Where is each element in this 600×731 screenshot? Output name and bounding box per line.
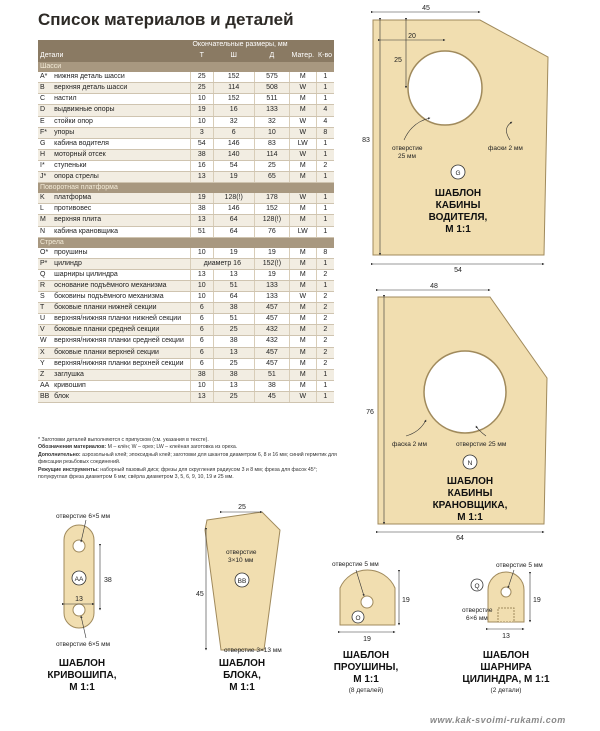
bb-dim-h: 45 xyxy=(196,591,204,598)
table-cell: платформа xyxy=(52,193,190,204)
table-cell: 10 xyxy=(190,292,213,303)
table-cell: 508 xyxy=(254,83,289,94)
o-letter-badge: O xyxy=(355,615,361,622)
table-cell: 13 xyxy=(213,269,254,280)
n-title-3: КРАНОВЩИКА, xyxy=(432,500,508,511)
table-cell: 128(!) xyxy=(254,215,289,226)
o-title-3: М 1:1 xyxy=(353,674,379,685)
o-dim-w: 19 xyxy=(363,636,371,643)
table-cell: 1 xyxy=(316,149,334,160)
table-cell: W xyxy=(38,336,52,347)
table-cell: 38 xyxy=(213,336,254,347)
table-cell: M xyxy=(290,303,317,314)
table-cell: 38 xyxy=(213,303,254,314)
q-groove-1: отверстие xyxy=(462,607,493,614)
table-cell: M xyxy=(290,204,317,215)
table-cell: 64 xyxy=(213,226,254,237)
table-cell: 1 xyxy=(316,280,334,291)
table-cell: 64 xyxy=(213,292,254,303)
table-cell: диаметр 16 xyxy=(190,258,254,269)
table-cell: M xyxy=(290,347,317,358)
aa-title-2: КРИВОШИПА, xyxy=(47,670,117,681)
page-title: Список материалов и деталей xyxy=(38,10,294,29)
table-cell: B xyxy=(38,83,52,94)
table-cell: U xyxy=(38,314,52,325)
table-cell: 511 xyxy=(254,94,289,105)
n-dim-top: 48 xyxy=(430,283,438,290)
table-cell: 4 xyxy=(316,105,334,116)
aa-dim-h: 38 xyxy=(104,577,112,584)
table-cell: M xyxy=(290,72,317,83)
table-cell: 10 xyxy=(190,280,213,291)
n-chamfer-note: фаска 2 мм xyxy=(392,441,427,448)
table-cell: M xyxy=(290,358,317,369)
table-cell: 146 xyxy=(213,204,254,215)
table-cell: 1 xyxy=(316,215,334,226)
table-cell: 13 xyxy=(213,380,254,391)
table-cell: заглушка xyxy=(52,369,190,380)
n-title-4: М 1:1 xyxy=(457,512,483,523)
table-cell: кабина крановщика xyxy=(52,226,190,237)
table-cell: 432 xyxy=(254,336,289,347)
table-cell: N xyxy=(38,226,52,237)
q-hole-note: отверстие 5 мм xyxy=(496,562,543,569)
column-header: Т xyxy=(190,50,213,62)
table-cell: 25 xyxy=(213,358,254,369)
table-cell: боковины подъёмного механизма xyxy=(52,292,190,303)
table-cell: боковые планки нижней секции xyxy=(52,303,190,314)
table-cell: 146 xyxy=(213,138,254,149)
g-dim-h: 83 xyxy=(362,137,370,144)
table-cell: H xyxy=(38,149,52,160)
table-cell: 432 xyxy=(254,325,289,336)
g-chamfer-note: фаски 2 мм xyxy=(488,145,523,152)
table-cell: 38 xyxy=(254,380,289,391)
note-extra: Дополнительно: аэрозольный клей; эпоксидный клей; заготовки для шкантов диаметром 6, 8 и 16 мм; синий герметик для фиксации резьбовых соединений. xyxy=(38,451,337,466)
table-cell: 1 xyxy=(316,138,334,149)
column-header: Детали xyxy=(38,50,190,62)
table-cell: M xyxy=(290,369,317,380)
table-cell: 38 xyxy=(190,369,213,380)
table-cell: Q xyxy=(38,269,52,280)
bb-hole-1: отверстие xyxy=(226,549,257,556)
template-n xyxy=(366,283,547,542)
table-cell: M xyxy=(38,215,52,226)
table-cell: X xyxy=(38,347,52,358)
table-cell: BB xyxy=(38,391,52,402)
g-dim-hole-x: 20 xyxy=(408,33,416,40)
table-cell: M xyxy=(290,94,317,105)
n-dim-h: 76 xyxy=(366,409,374,416)
table-cell: 51 xyxy=(190,226,213,237)
table-cell: 6 xyxy=(190,314,213,325)
table-cell: 6 xyxy=(213,127,254,138)
table-cell: 4 xyxy=(316,116,334,127)
column-header: Матер. xyxy=(290,50,317,62)
table-cell: 25 xyxy=(213,325,254,336)
o-qty: (8 деталей) xyxy=(348,687,384,694)
table-cell: 32 xyxy=(213,116,254,127)
table-cell: 13 xyxy=(190,391,213,402)
note-materials: Обозначения материалов: M – клён; W – орех; LW – клеёная заготовка из ореха. xyxy=(38,444,238,451)
table-cell: цилиндр xyxy=(52,258,190,269)
table-cell: Y xyxy=(38,358,52,369)
q-letter-badge: Q xyxy=(474,583,480,590)
table-cell: 2 xyxy=(316,292,334,303)
table-cell: 51 xyxy=(213,314,254,325)
table-cell: W xyxy=(290,292,317,303)
site-footer: www.kak-svoimi-rukami.com xyxy=(430,715,566,725)
o-dim-h: 19 xyxy=(402,597,410,604)
table-cell: 25 xyxy=(190,72,213,83)
table-cell: боковые планки средней секции xyxy=(52,325,190,336)
table-cell: M xyxy=(290,325,317,336)
table-cell: E xyxy=(38,116,52,127)
table-cell: P* xyxy=(38,258,52,269)
template-bb xyxy=(196,504,282,693)
table-cell: M xyxy=(290,314,317,325)
table-cell: 25 xyxy=(254,160,289,171)
table-cell: M xyxy=(290,105,317,116)
table-cell: T xyxy=(38,303,52,314)
table-cell: V xyxy=(38,325,52,336)
table-cell: 178 xyxy=(254,193,289,204)
table-cell: 19 xyxy=(190,105,213,116)
table-cell: 6 xyxy=(190,347,213,358)
table-cell: 10 xyxy=(190,116,213,127)
table-cell: 45 xyxy=(254,391,289,402)
table-cell: W xyxy=(290,193,317,204)
table-cell: 1 xyxy=(316,380,334,391)
q-dim-h: 19 xyxy=(533,597,541,604)
table-cell: 1 xyxy=(316,226,334,237)
table-cell: 1 xyxy=(316,204,334,215)
table-cell: верхняя/нижняя планки верхней секции xyxy=(52,358,190,369)
table-cell: 6 xyxy=(190,325,213,336)
table-cell: 19 xyxy=(190,193,213,204)
n-dim-bottom: 64 xyxy=(456,535,464,542)
table-cell: M xyxy=(290,336,317,347)
aa-dim-w: 13 xyxy=(75,596,83,603)
table-cell: M xyxy=(290,269,317,280)
table-cell: 2 xyxy=(316,160,334,171)
table-cell: 114 xyxy=(254,149,289,160)
table-cell: 19 xyxy=(213,248,254,259)
table-cell: 38 xyxy=(190,204,213,215)
aa-letter-badge: AA xyxy=(74,576,84,583)
table-cell: верхняя плита xyxy=(52,215,190,226)
n-title-1: ШАБЛОН xyxy=(446,476,494,487)
template-g xyxy=(362,5,548,274)
table-cell: 13 xyxy=(190,269,213,280)
template-o xyxy=(332,561,410,694)
table-cell: W xyxy=(290,149,317,160)
table-cell: 575 xyxy=(254,72,289,83)
table-cell: M xyxy=(290,258,317,269)
aa-hole-bottom: отверстие 6×5 мм xyxy=(56,641,111,648)
table-cell: 6 xyxy=(190,336,213,347)
bb-dim-top: 25 xyxy=(238,504,246,511)
table-cell: 1 xyxy=(316,94,334,105)
table-cell: 16 xyxy=(190,160,213,171)
table-cell: 51 xyxy=(254,369,289,380)
table-cell: 10 xyxy=(190,248,213,259)
section-title: Шасси xyxy=(38,62,334,72)
table-cell: L xyxy=(38,204,52,215)
column-header: К-во xyxy=(316,50,334,62)
section-title: Стрела xyxy=(38,237,334,248)
table-cell: 457 xyxy=(254,314,289,325)
table-cell: 65 xyxy=(254,172,289,183)
table-cell: 8 xyxy=(316,248,334,259)
bb-title-3: М 1:1 xyxy=(229,682,255,693)
table-cell: проушины xyxy=(52,248,190,259)
table-cell: 10 xyxy=(190,380,213,391)
table-cell: 1 xyxy=(316,369,334,380)
g-hole-note-2: 25 мм xyxy=(398,153,416,160)
table-cell: A* xyxy=(38,72,52,83)
table-cell: 2 xyxy=(316,358,334,369)
table-cell: 1 xyxy=(316,83,334,94)
table-cell: 38 xyxy=(190,149,213,160)
n-letter-badge: N xyxy=(467,460,473,467)
table-cell: блок xyxy=(52,391,190,402)
table-cell: 2 xyxy=(316,269,334,280)
table-cell: D xyxy=(38,105,52,116)
table-cell: 2 xyxy=(316,325,334,336)
table-cell: 51 xyxy=(213,280,254,291)
table-cell: стойки опор xyxy=(52,116,190,127)
table-cell: W xyxy=(290,83,317,94)
table-cell: 133 xyxy=(254,280,289,291)
table-cell: боковые планки верхней секции xyxy=(52,347,190,358)
table-cell: 54 xyxy=(213,160,254,171)
table-cell: 128(!) xyxy=(213,193,254,204)
table-cell: M xyxy=(290,160,317,171)
table-cell: O* xyxy=(38,248,52,259)
table-cell: 152 xyxy=(213,72,254,83)
table-cell: кривошип xyxy=(52,380,190,391)
table-cell: 1 xyxy=(316,72,334,83)
table-cell: 152 xyxy=(254,204,289,215)
table-cell: W xyxy=(290,391,317,402)
table-cell: 3 xyxy=(190,127,213,138)
table-cell: шарниры цилиндра xyxy=(52,269,190,280)
table-cell: M xyxy=(290,172,317,183)
table-cell: 1 xyxy=(316,172,334,183)
bb-title-2: БЛОКА, xyxy=(223,670,261,681)
table-cell: 2 xyxy=(316,336,334,347)
table-cell: 25 xyxy=(213,391,254,402)
table-cell: верхняя деталь шасси xyxy=(52,83,190,94)
table-cell: I* xyxy=(38,160,52,171)
q-title-1: ШАБЛОН xyxy=(482,650,530,661)
section-title: Поворотная платформа xyxy=(38,183,334,194)
table-cell: M xyxy=(290,215,317,226)
note-allowance: * Заготовки деталей выполняются с припуском (см. указания в тексте). xyxy=(38,437,209,443)
table-cell: W xyxy=(290,127,317,138)
table-cell: F* xyxy=(38,127,52,138)
q-title-3: ЦИЛИНДРА, М 1:1 xyxy=(462,674,550,685)
g-title-4: М 1:1 xyxy=(445,224,471,235)
g-title-1: ШАБЛОН xyxy=(434,188,482,199)
g-dim-hole-y: 25 xyxy=(394,57,402,64)
table-cell: 13 xyxy=(190,172,213,183)
table-cell: 10 xyxy=(190,94,213,105)
table-cell: 133 xyxy=(254,292,289,303)
table-cell: 133 xyxy=(254,105,289,116)
table-cell: противовес xyxy=(52,204,190,215)
table-cell: верхняя/нижняя планки средней секции xyxy=(52,336,190,347)
table-cell: Z xyxy=(38,369,52,380)
table-cell: 1 xyxy=(316,258,334,269)
table-cell: 1 xyxy=(316,391,334,402)
table-cell: M xyxy=(290,280,317,291)
table-cell: LW xyxy=(290,226,317,237)
table-cell: 2 xyxy=(316,303,334,314)
table-cell: 64 xyxy=(213,215,254,226)
aa-title-1: ШАБЛОН xyxy=(58,658,106,669)
table-cell: LW xyxy=(290,138,317,149)
g-letter-badge: G xyxy=(455,170,461,177)
table-cell: 54 xyxy=(190,138,213,149)
g-dim-bottom: 54 xyxy=(454,267,462,274)
table-cell: 19 xyxy=(213,172,254,183)
g-dim-top: 45 xyxy=(422,5,430,12)
table-cell: 25 xyxy=(190,83,213,94)
table-cell: 38 xyxy=(213,369,254,380)
table-cell: 457 xyxy=(254,347,289,358)
table-cell: 76 xyxy=(254,226,289,237)
table-cell: опора стрелы xyxy=(52,172,190,183)
table-cell: настил xyxy=(52,94,190,105)
g-title-3: ВОДИТЕЛЯ, xyxy=(428,212,488,223)
g-title-2: КАБИНЫ xyxy=(435,200,481,211)
table-cell: 8 xyxy=(316,127,334,138)
table-cell: 19 xyxy=(254,269,289,280)
table-cell: нижняя деталь шасси xyxy=(52,72,190,83)
table-cell: 1 xyxy=(316,193,334,204)
table-cell: упоры xyxy=(52,127,190,138)
column-header: Ш xyxy=(213,50,254,62)
n-title-2: КАБИНЫ xyxy=(447,488,493,499)
table-cell: 6 xyxy=(190,358,213,369)
table-cell: 152 xyxy=(213,94,254,105)
table-cell: R xyxy=(38,280,52,291)
table-cell: 2 xyxy=(316,347,334,358)
table-cell: J* xyxy=(38,172,52,183)
aa-title-3: М 1:1 xyxy=(69,682,95,693)
table-cell: K xyxy=(38,193,52,204)
table-cell: M xyxy=(290,248,317,259)
template-q xyxy=(462,562,550,694)
table-cell: выдвижные опоры xyxy=(52,105,190,116)
table-cell: 13 xyxy=(213,347,254,358)
template-aa xyxy=(47,513,116,693)
n-hole-note: отверстие 25 мм xyxy=(456,441,507,448)
table-cell: 2 xyxy=(316,314,334,325)
o-title-2: ПРОУШИНЫ, xyxy=(333,662,399,673)
bb-letter-badge: BB xyxy=(237,578,247,585)
column-header: Д xyxy=(254,50,289,62)
table-cell: моторный отсек xyxy=(52,149,190,160)
table-cell: верхняя/нижняя планки нижней секции xyxy=(52,314,190,325)
table-cell: 16 xyxy=(213,105,254,116)
table-cell: G xyxy=(38,138,52,149)
note-tools: Режущие инструменты: наборный пазовый диск; фрезы для скругления радиусом 3 и 8 мм; фреза для фасок 45°; полукруглая фреза диаметром 6 мм; свёрла диаметром 3, 5, 6, 9, 10, 19 и 25 мм. xyxy=(38,466,318,481)
table-cell: кабина водителя xyxy=(52,138,190,149)
bb-hole-2: 3×10 мм xyxy=(228,557,254,564)
o-title-1: ШАБЛОН xyxy=(342,650,390,661)
table-cell: M xyxy=(290,380,317,391)
bb-title-1: ШАБЛОН xyxy=(218,658,266,669)
table-cell: ступеньки xyxy=(52,160,190,171)
table-cell: 457 xyxy=(254,303,289,314)
table-cell: 10 xyxy=(254,127,289,138)
table-cell: 152(!) xyxy=(254,258,289,269)
q-qty: (2 детали) xyxy=(490,687,522,694)
table-cell: 13 xyxy=(190,215,213,226)
table-cell: 19 xyxy=(254,248,289,259)
g-hole-note-1: отверстие xyxy=(392,145,423,152)
table-cell: 83 xyxy=(254,138,289,149)
table-cell: W xyxy=(290,116,317,127)
o-hole-note: отверстие 5 мм xyxy=(332,561,379,568)
q-title-2: ШАРНИРА xyxy=(480,662,532,673)
table-cell: 457 xyxy=(254,358,289,369)
table-cell: основание подъёмного механизма xyxy=(52,280,190,291)
table-cell: 32 xyxy=(254,116,289,127)
table-cell: C xyxy=(38,94,52,105)
q-dim-w: 13 xyxy=(502,633,510,640)
table-cell: 6 xyxy=(190,303,213,314)
header-final-sizes: Окончательные размеры, мм xyxy=(190,40,289,50)
table-cell: S xyxy=(38,292,52,303)
table-cell: 140 xyxy=(213,149,254,160)
table-cell: 114 xyxy=(213,83,254,94)
aa-hole-top: отверстие 6×5 мм xyxy=(56,513,111,520)
table-cell: AA xyxy=(38,380,52,391)
q-groove-2: 6×6 мм xyxy=(466,615,488,622)
bb-hole-bottom: отверстие 3×13 мм xyxy=(224,647,282,654)
